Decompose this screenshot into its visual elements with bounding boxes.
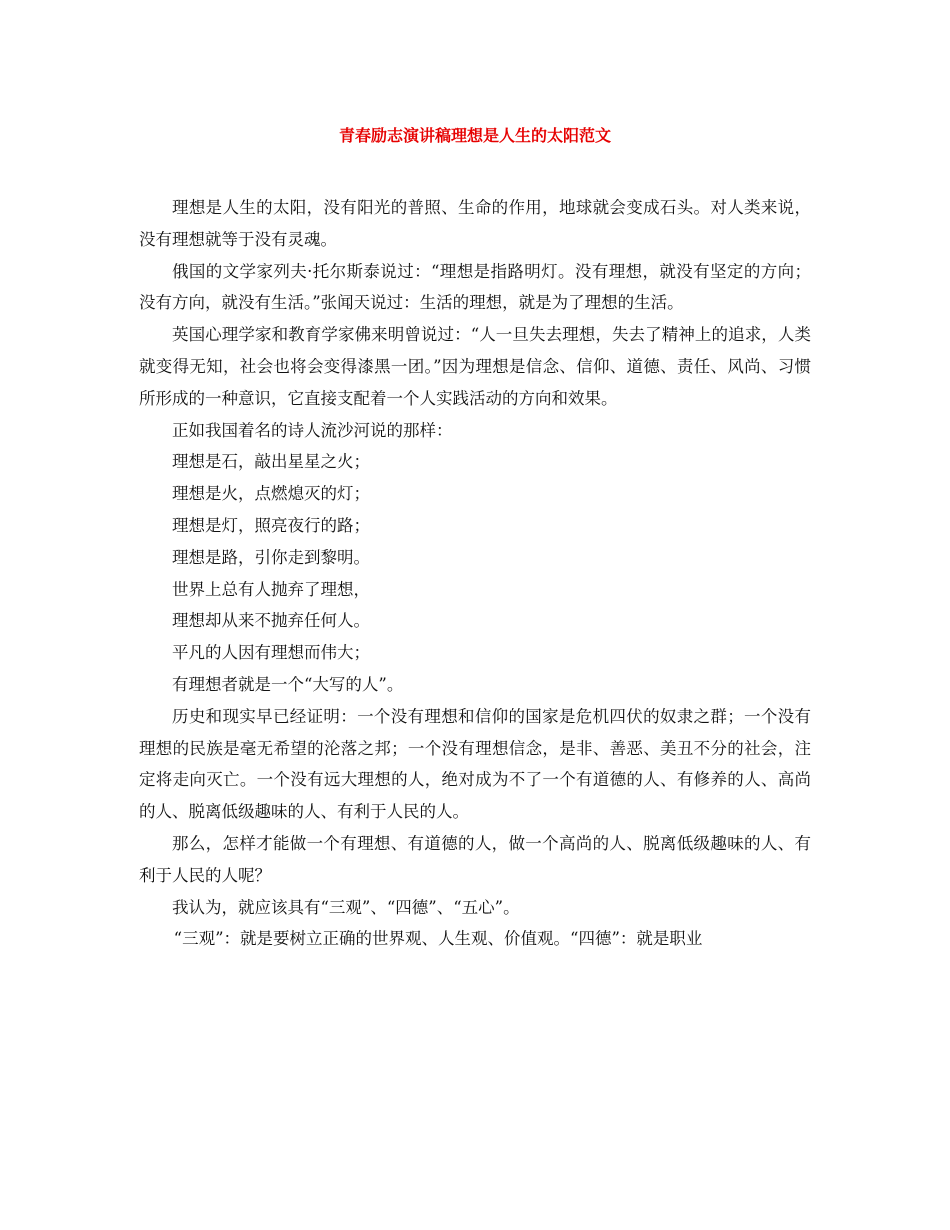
paragraph: 俄国的文学家列夫·托尔斯泰说过：“理想是指路明灯。没有理想，就没有坚定的方向；没有方向，就没有生活。”张闻天说过：生活的理想，就是为了理想的生活。: [139, 261, 811, 313]
paragraph: 英国心理学家和教育学家佛来明曾说过：“人一旦失去理想，失去了精神上的追求，人类就变得无知，社会也将会变得漆黑一团。”因为理想是信念、信仰、道德、责任、风尚、习惯所形成的一种意识，它直接支配着一个人实践活动的方向和效果。: [139, 325, 811, 408]
poem-line: 理想是路，引你走到黎明。: [172, 547, 370, 567]
poem-line: 理想是石，敲出星星之火；: [172, 452, 370, 472]
document-title: 青春励志演讲稿理想是人生的太阳范文: [338, 126, 611, 145]
paragraph: 历史和现实早已经证明：一个没有理想和信仰的国家是危机四伏的奴隶之群；一个没有理想的民族是毫无希望的沦落之邦；一个没有理想信念，是非、善恶、美丑不分的社会，注定将走向灭亡。一个没有远大理想的人，绝对成为不了一个有道德的人、有修养的人、高尚的人、脱离低级趣味的人、有利于人民的人。: [139, 706, 811, 822]
poem-line: 理想是火，点燃熄灭的灯；: [172, 484, 370, 504]
poem-line: 平凡的人因有理想而伟大；: [172, 643, 370, 663]
paragraph: 那么，怎样才能做一个有理想、有道德的人，做一个高尚的人、脱离低级趣味的人、有利于人民的人呢？: [139, 833, 811, 885]
document-body: [139, 192, 811, 955]
paragraph: 正如我国着名的诗人流沙河说的那样：: [172, 420, 453, 440]
poem-line: 世界上总有人抛弃了理想，: [172, 579, 370, 599]
paragraph: 我认为，就应该具有“三观”、“四德”、“五心”。: [172, 897, 520, 917]
paragraph: “三观”：就是要树立正确的世界观、人生观、价值观。“四德”：就是职业: [173, 929, 703, 949]
poem-line: 有理想者就是一个“大写的人”。: [172, 674, 404, 694]
poem-line: 理想却从来不抛弃任何人。: [172, 611, 370, 631]
poem-line: 理想是灯，照亮夜行的路；: [172, 515, 370, 535]
paragraph: 理想是人生的太阳，没有阳光的普照、生命的作用，地球就会变成石头。对人类来说，没有理想就等于没有灵魂。: [139, 198, 811, 249]
